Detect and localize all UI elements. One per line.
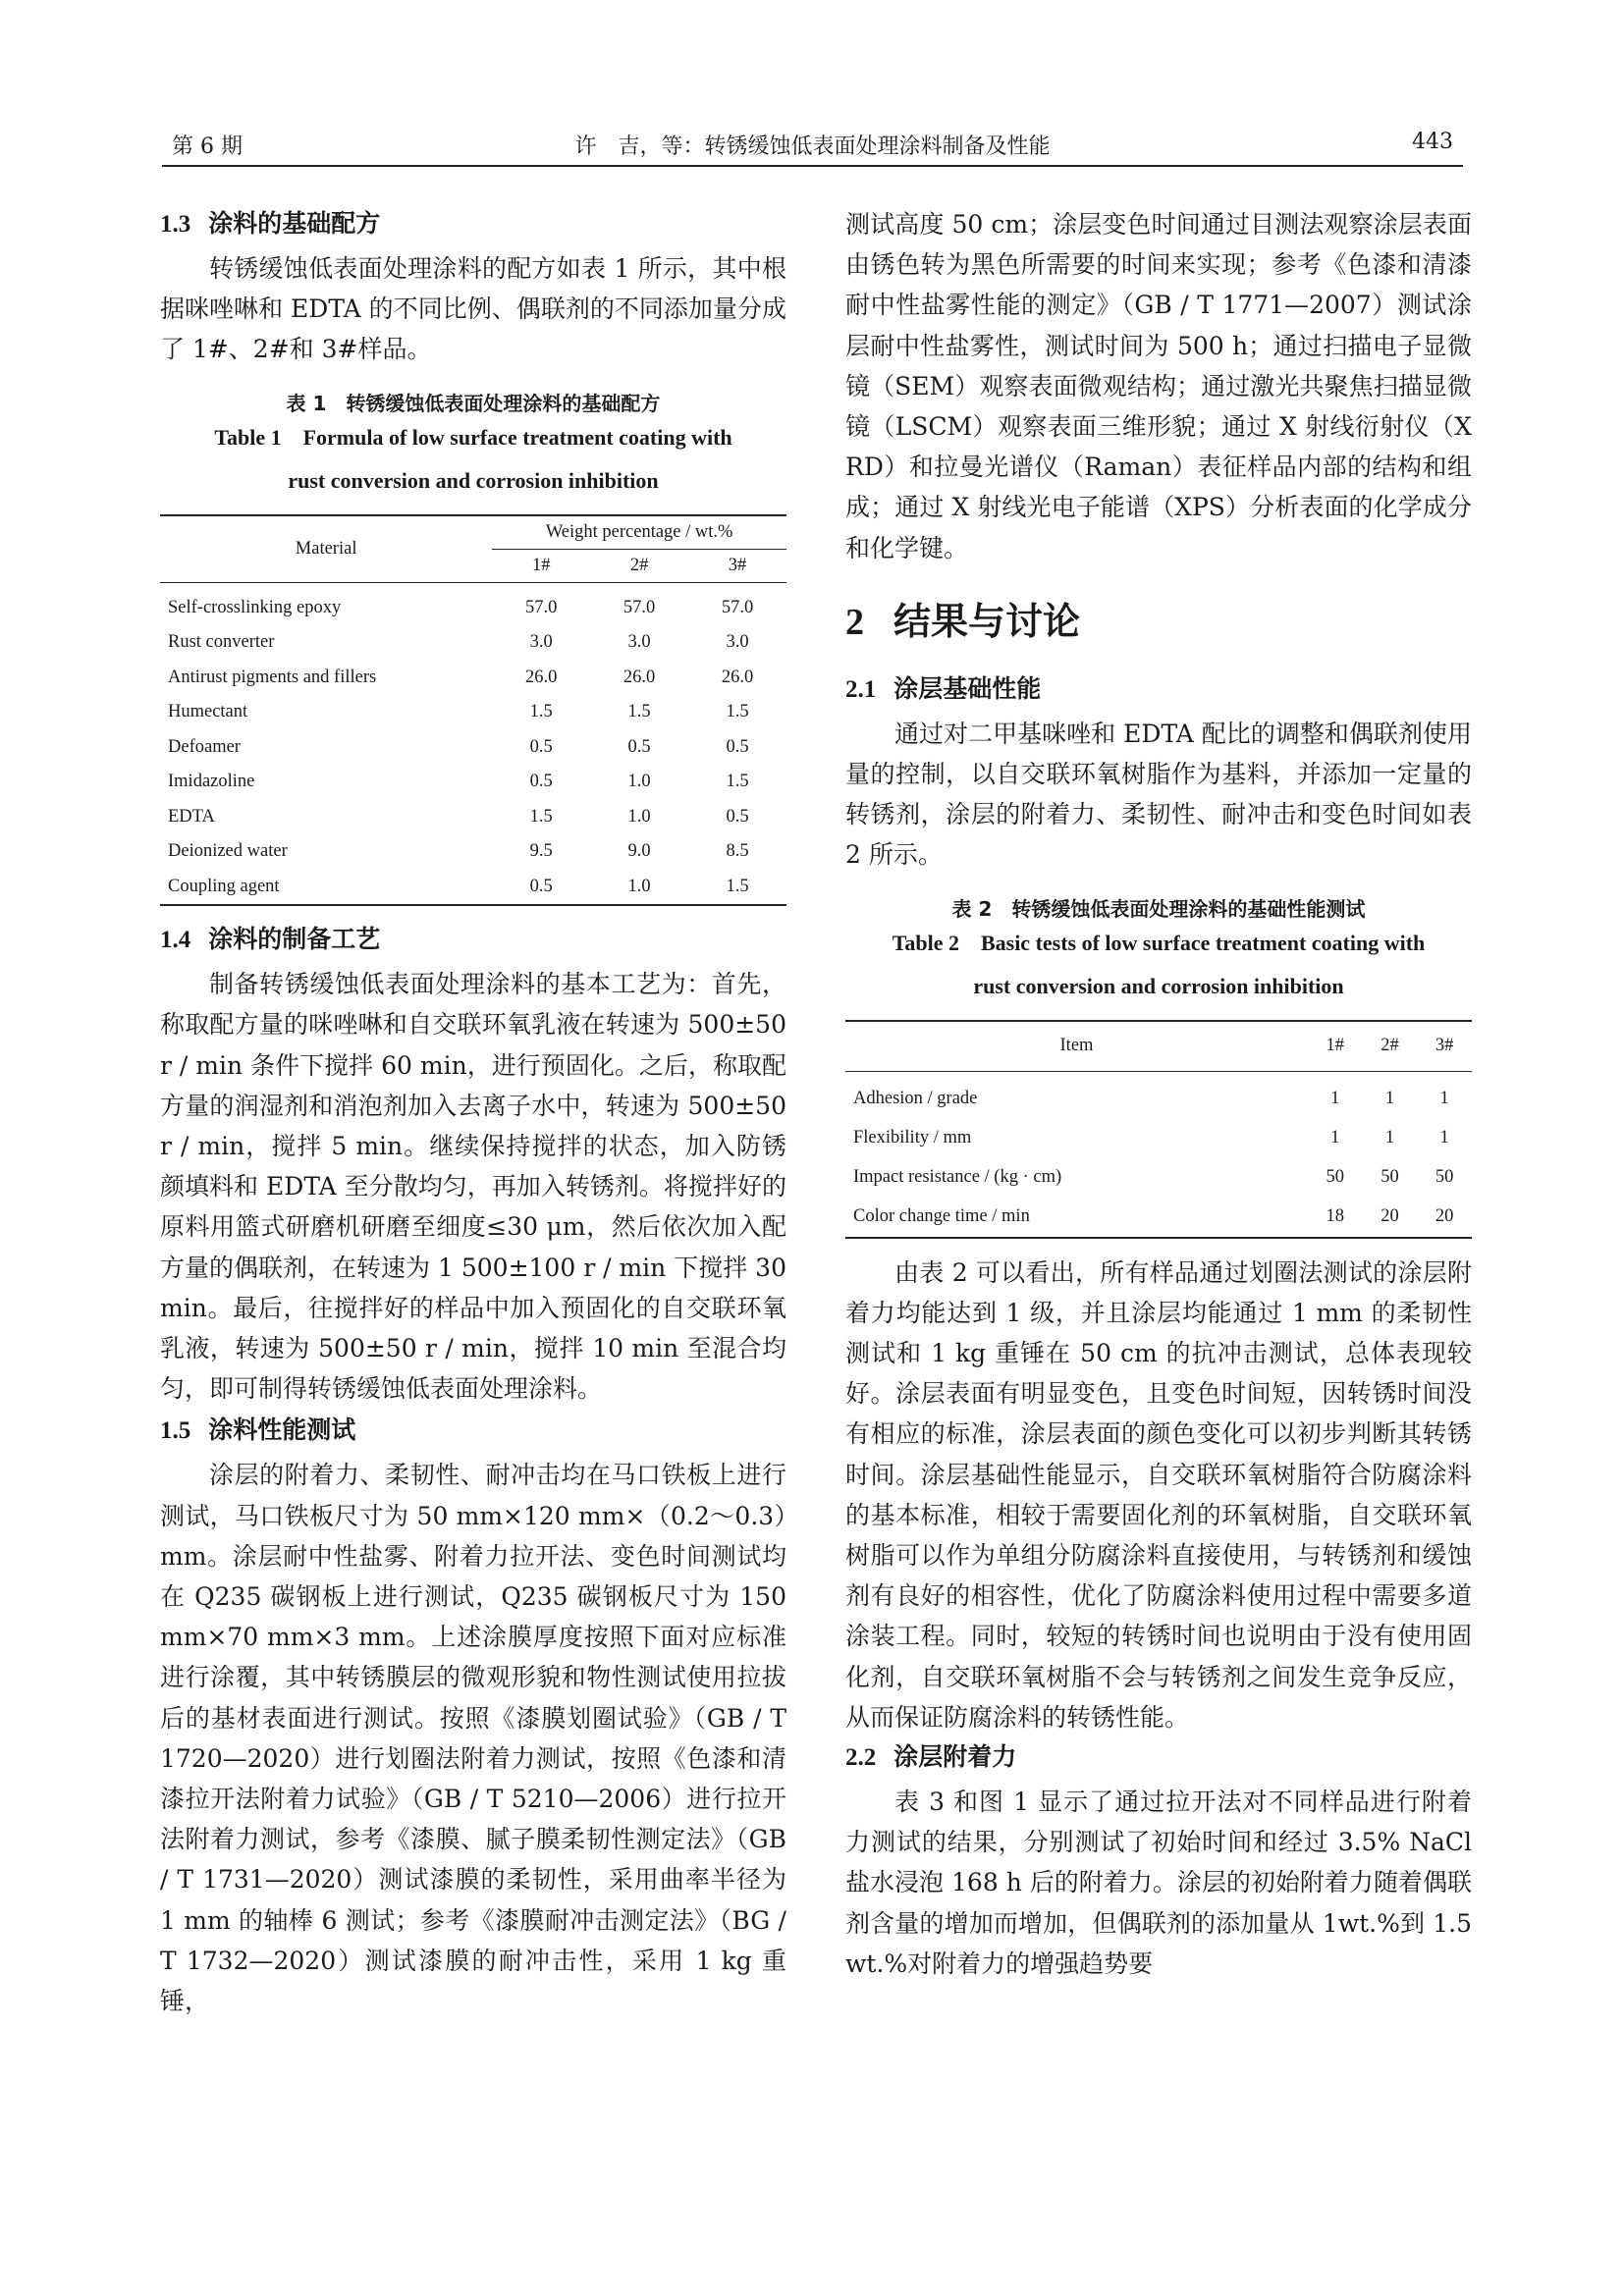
row-label: Antirust pigments and fillers xyxy=(168,667,377,687)
table-cell: 1 xyxy=(1439,1089,1449,1109)
table-caption-cn: 表 2 转锈缓蚀低表面处理涂料的基础性能测试 xyxy=(951,896,1366,921)
row-label: Rust converter xyxy=(168,632,275,653)
section-heading-2-2 xyxy=(845,1737,1472,1778)
table-row xyxy=(845,1158,1472,1198)
table-row xyxy=(160,834,786,870)
paragraph: 制备转锈缓蚀低表面处理涂料的基本工艺为：首先，称取配方量的咪唑啉和自交联环氧乳液在转速为 500±50 r / min 条件下搅拌 60 min，进行预固化。之后，称取配方量的润湿剂和消泡剂加入去离子水中，转速为 500±50 r / min，搅拌 5 min。继续保持搅拌的状态，加入防锈颜填料和 EDTA 至分散均匀，再加入转锈剂。将搅拌好的原料用篮式研磨机研磨至细度≤30 μm，然后依次加入配方量的偶联剂，在转速为 1 500±100 r / min 下搅拌 30 min。最后，往搅拌好的样品中加入预固化的自交联环氧乳液，转速为 500±50 r / min，搅拌 10 min 至混合均匀，即可制得转锈缓蚀低表面处理涂料。 xyxy=(160,970,786,1404)
caption-line: Table 1 Formula of low surface treatment coating with xyxy=(214,424,732,450)
table-cell: 3.0 xyxy=(726,632,749,653)
table-cell: 3.0 xyxy=(529,632,553,653)
row-label: Imidazoline xyxy=(168,772,255,792)
section-heading-1-4 xyxy=(160,920,786,960)
issue-number: 第 6 期 xyxy=(172,134,243,159)
table-cell: 26.0 xyxy=(623,667,656,687)
row-label: Impact resistance / (kg · cm) xyxy=(853,1167,1062,1188)
table-cell: 20 xyxy=(1435,1206,1454,1227)
table-cell: 1 xyxy=(1384,1128,1395,1148)
table-cell: 1.5 xyxy=(726,772,749,792)
col-header: 3# xyxy=(688,549,786,582)
table-row xyxy=(160,765,786,800)
header-material: Material xyxy=(160,515,492,583)
formula-table xyxy=(160,514,786,907)
table-cell: 50 xyxy=(1326,1167,1345,1188)
caption-line: Table 2 Basic tests of low surface treatment coating with xyxy=(892,930,1426,955)
page-number: 443 xyxy=(1412,130,1453,154)
col-header: 3# xyxy=(1417,1021,1472,1072)
section-title: 结果与讨论 xyxy=(893,599,1081,643)
paragraph: 通过对二甲基咪唑和 EDTA 配比的调整和偶联剂使用量的控制，以自交联环氧树脂作为基料，并添加一定量的转锈剂，涂层的附着力、柔韧性、耐冲击和变色时间如表 2 所示。 xyxy=(845,719,1472,870)
section-number: 2 xyxy=(845,601,864,643)
caption-line: rust conversion and corrosion inhibition xyxy=(288,467,659,493)
table-cell: 50 xyxy=(1435,1167,1454,1188)
table-row xyxy=(160,870,786,906)
section-number: 1.4 xyxy=(160,927,191,954)
table-row xyxy=(160,625,786,661)
row-label: Coupling agent xyxy=(168,876,280,896)
header-weight: Weight percentage / wt.% xyxy=(492,515,786,550)
row-label: Adhesion / grade xyxy=(853,1089,978,1109)
section-heading-2-1 xyxy=(845,669,1472,710)
section-heading-2 xyxy=(845,592,1472,652)
table-row xyxy=(160,661,786,696)
section-number: 2.2 xyxy=(845,1744,877,1772)
table-row xyxy=(160,800,786,835)
section-title: 涂层基础性能 xyxy=(893,673,1042,703)
table-cell: 1 xyxy=(1384,1089,1395,1109)
section-title: 涂料的基础配方 xyxy=(208,209,381,238)
table-cell: 0.5 xyxy=(529,772,553,792)
col-header: 1# xyxy=(1308,1021,1363,1072)
table-cell: 0.5 xyxy=(627,736,651,757)
right-column xyxy=(845,204,1472,1984)
section-heading-1-3 xyxy=(160,204,786,244)
running-title: 许 吉，等：转锈缓蚀低表面处理涂料制备及性能 xyxy=(574,134,1051,159)
table-cell: 1.0 xyxy=(627,876,651,896)
table-cell: 1.5 xyxy=(529,806,553,827)
table-cell: 26.0 xyxy=(525,667,558,687)
table-row xyxy=(845,1119,1472,1158)
table-cell: 0.5 xyxy=(726,806,749,827)
table-caption-en xyxy=(845,922,1472,1008)
table-caption-cn: 表 1 转锈缓蚀低表面处理涂料的基础配方 xyxy=(286,391,661,415)
table-cell: 57.0 xyxy=(525,597,558,617)
col-header: 2# xyxy=(1363,1021,1418,1072)
row-label: EDTA xyxy=(168,806,215,827)
table-cell: 57.0 xyxy=(623,597,656,617)
table-cell: 50 xyxy=(1380,1167,1399,1188)
section-title: 涂料的制备工艺 xyxy=(208,925,381,954)
table-row xyxy=(160,695,786,730)
row-label: Defoamer xyxy=(168,736,241,757)
table-cell: 3.0 xyxy=(627,632,651,653)
col-header: 1# xyxy=(492,549,590,582)
table-cell: 26.0 xyxy=(721,667,754,687)
table-row xyxy=(160,582,786,625)
running-header xyxy=(162,126,1463,167)
section-title: 涂料性能测试 xyxy=(208,1415,356,1445)
paragraph: 涂层的附着力、柔韧性、耐冲击均在马口铁板上进行测试，马口铁板尺寸为 50 mm×120 mm×（0.2～0.3）mm。涂层耐中性盐雾、附着力拉开法、变色时间测试均在 Q235 碳钢板上进行测试，Q235 碳钢板尺寸为 150 mm×70 mm×3 mm。上述涂膜厚度按照下面对应标准进行涂覆，其中转锈膜层的微观形貌和物性测试使用拉拔后的基材表面进行测试。按照《漆膜划圈试验》（GB / T 1720—2020）进行划圈法附着力测试，按照《色漆和清漆拉开法附着力试验》（GB / T 5210—2006）进行拉开法附着力测试，参考《漆膜、腻子膜柔韧性测定法》（GB / T 1731—2020）测试漆膜的柔韧性，采用曲率半径为 1 mm 的轴棒 6 测试；参考《漆膜耐冲击测定法》（BG / T 1732—2020）测试漆膜的耐冲击性，采用 1 kg 重锤， xyxy=(160,1461,786,2015)
table-cell: 0.5 xyxy=(529,876,553,896)
table-row xyxy=(160,730,786,766)
row-label: Self-crosslinking epoxy xyxy=(168,597,342,617)
section-number: 1.3 xyxy=(160,211,191,238)
paragraph: 转锈缓蚀低表面处理涂料的配方如表 1 所示，其中根据咪唑啉和 EDTA 的不同比例、偶联剂的不同添加量分成了 1#、2#和 3#样品。 xyxy=(160,254,786,364)
table-cell: 0.5 xyxy=(726,736,749,757)
table-caption-en xyxy=(160,416,786,503)
table-cell: 9.0 xyxy=(627,841,651,862)
table-cell: 1.5 xyxy=(726,876,749,896)
table-cell: 1.0 xyxy=(627,772,651,792)
left-column xyxy=(160,204,786,2021)
row-label: Color change time / min xyxy=(853,1206,1030,1227)
table-cell: 9.5 xyxy=(529,841,553,862)
section-title: 涂层附着力 xyxy=(893,1742,1017,1772)
table-cell: 57.0 xyxy=(721,597,754,617)
table-cell: 1 xyxy=(1330,1128,1340,1148)
section-number: 2.1 xyxy=(845,675,877,703)
table-cell: 20 xyxy=(1380,1206,1399,1227)
table-cell: 1.5 xyxy=(726,702,749,722)
paragraph: 表 3 和图 1 显示了通过拉开法对不同样品进行附着力测试的结果，分别测试了初始时间和经过 3.5% NaCl 盐水浸泡 168 h 后的附着力。涂层的初始附着力随着偶联剂含量的增加而增加，但偶联剂的添加量从 1wt.%到 1.5wt.%对附着力的增强趋势要 xyxy=(845,1788,1472,1978)
table-row xyxy=(845,1198,1472,1238)
table-cell: 1 xyxy=(1439,1128,1449,1148)
row-label: Deionized water xyxy=(168,841,288,862)
col-header: 2# xyxy=(590,549,688,582)
table-cell: 18 xyxy=(1326,1206,1345,1227)
table-cell: 1.5 xyxy=(529,702,553,722)
basic-tests-table xyxy=(845,1020,1472,1239)
row-label: Humectant xyxy=(168,702,248,722)
table-cell: 1 xyxy=(1330,1089,1340,1109)
paragraph: 由表 2 可以看出，所有样品通过划圈法测试的涂层附着力均能达到 1 级，并且涂层均能通过 1 mm 的柔韧性测试和 1 kg 重锤在 50 cm 的抗冲击测试，总体表现较好。涂层表面有明显变色，且变色时间短，因转锈时间没有相应的标准，涂层表面的颜色变化可以初步判断其转锈时间。涂层基础性能显示，自交联环氧树脂符合防腐涂料的基本标准，相较于需要固化剂的环氧树脂，自交联环氧树脂可以作为单组分防腐涂料直接使用，与转锈剂和缓蚀剂有良好的相容性，优化了防腐涂料使用过程中需要多道涂装工程。同时，较短的转锈时间也说明由于没有使用固化剂，自交联环氧树脂不会与转锈剂之间发生竞争反应，从而保证防腐涂料的转锈性能。 xyxy=(845,1257,1472,1732)
caption-line: rust conversion and corrosion inhibition xyxy=(973,973,1344,998)
header-item: Item xyxy=(845,1021,1308,1072)
table-cell: 0.5 xyxy=(529,736,553,757)
section-heading-1-5 xyxy=(160,1411,786,1451)
table-cell: 1.5 xyxy=(627,702,651,722)
section-number: 1.5 xyxy=(160,1417,191,1445)
paragraph: 测试高度 50 cm；涂层变色时间通过目测法观察涂层表面由锈色转为黑色所需要的时间来实现；参考《色漆和清漆耐中性盐雾性能的测定》（GB / T 1771—2007）测试涂层耐中性盐雾性，测试时间为 500 h；通过扫描电子显微镜（SEM）观察表面微观结构；通过激光共聚焦扫描显微镜（LSCM）观察表面三维形貌；通过 X 射线衍射仪（XRD）和拉曼光谱仪（Raman）表征样品内部的结构和组成；通过 X 射线光电子能谱（XPS）分析表面的化学成分和化学键。 xyxy=(845,210,1472,562)
table-row xyxy=(845,1071,1472,1119)
table-cell: 8.5 xyxy=(726,841,749,862)
table-cell: 1.0 xyxy=(627,806,651,827)
row-label: Flexibility / mm xyxy=(853,1128,972,1148)
